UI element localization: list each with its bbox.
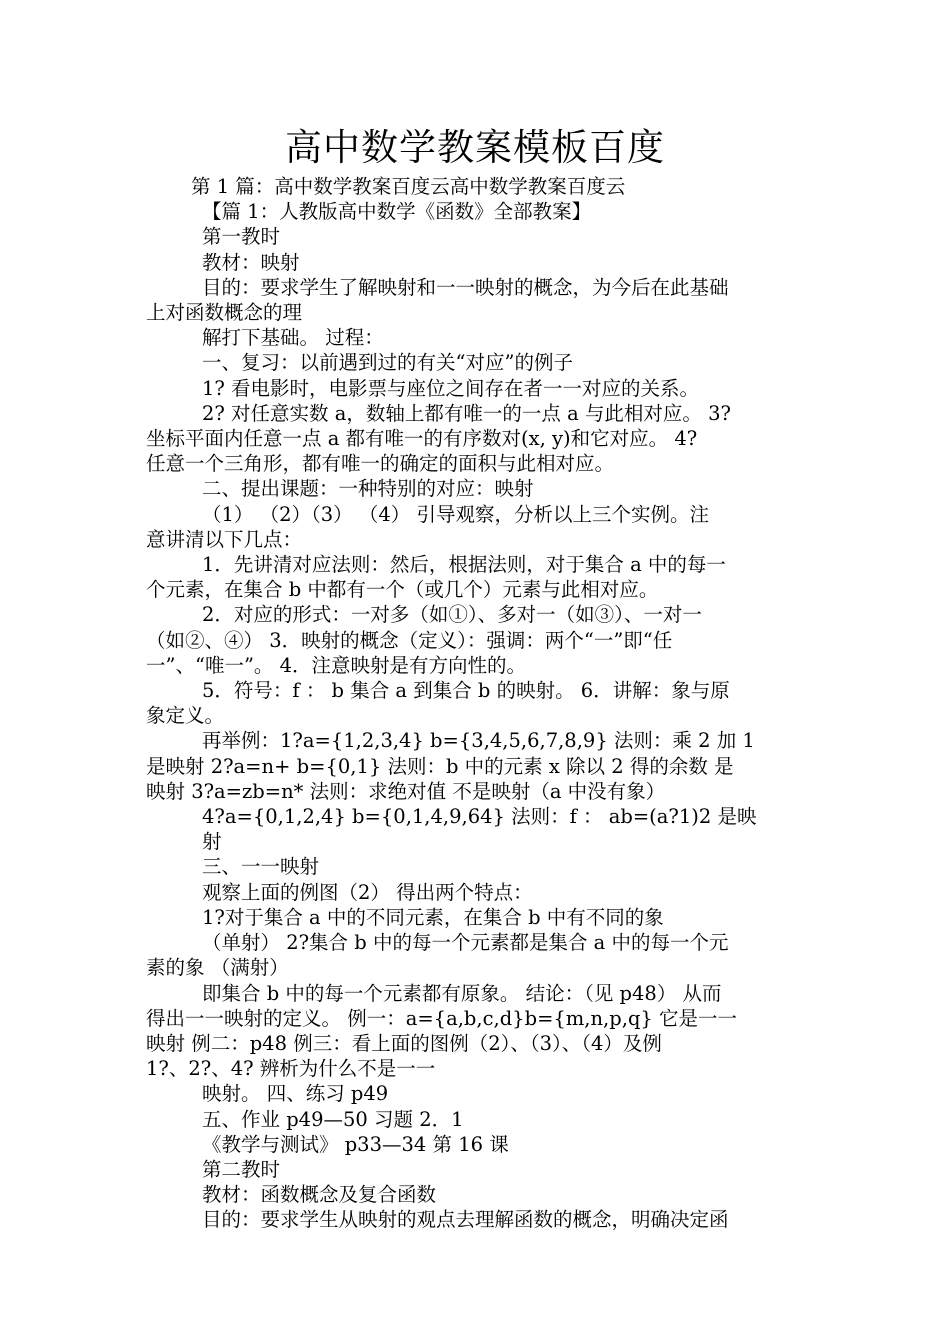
- text-line: 教材：映射: [202, 250, 300, 274]
- text-line: 第一教时: [202, 225, 281, 249]
- text-line: 【篇 1：人教版高中数学《函数》全部教案】: [202, 200, 592, 224]
- text-line: 五、作业 p49—50 习题 2．1: [202, 1107, 464, 1131]
- document-body: [146, 174, 810, 1233]
- text-line: 解打下基础。 过程：: [202, 326, 384, 350]
- text-line: 映射 3?a=zb=n* 法则：求绝对值 不是映射（a 中没有象）: [146, 779, 666, 803]
- text-line: 目的：要求学生从映射的观点去理解函数的概念，明确决定函: [202, 1208, 729, 1232]
- text-line: 1? 看电影时，电影票与座位之间存在者一一对应的关系。: [202, 376, 700, 400]
- text-line: 5．符号：f ： b 集合 a 到集合 b 的映射。 6．讲解：象与原: [202, 679, 730, 703]
- text-line: 意讲清以下几点：: [146, 527, 303, 551]
- text-line: 再举例：1?a={1,2,3,4} b={3,4,5,6,7,8,9} 法则：乘 2 加 1: [202, 729, 755, 753]
- text-line: 第 1 篇：高中数学教案百度云高中数学教案百度云: [191, 175, 626, 198]
- text-line: 即集合 b 中的每一个元素都有原象。 结论：（见 p48） 从而: [202, 981, 722, 1005]
- text-line: 目的：要求学生了解映射和一一映射的概念，为今后在此基础: [202, 275, 729, 299]
- text-line: 2? 对任意实数 a，数轴上都有唯一的一点 a 与此相对应。 3?: [202, 401, 731, 425]
- text-line: 是映射 2?a=n+ b={0,1} 法则：b 中的元素 x 除以 2 得的余数 是: [146, 754, 734, 778]
- text-line: 1?、2?、4? 辨析为什么不是一一: [146, 1057, 436, 1081]
- text-line: 1．先讲清对应法则：然后，根据法则，对于集合 a 中的每一: [202, 553, 726, 577]
- text-line: 任意一个三角形，都有唯一的确定的面积与此相对应。: [146, 452, 615, 476]
- text-line: 教材：函数概念及复合函数: [202, 1183, 437, 1207]
- text-line: 一、复习：以前遇到过的有关“对应”的例子: [202, 351, 573, 375]
- text-line: 观察上面的例图（2） 得出两个特点：: [202, 880, 533, 904]
- text-line: 射: [202, 830, 222, 854]
- text-line: 映射 例二：p48 例三：看上面的图例（2）、（3）、（4）及例: [146, 1031, 662, 1055]
- document-title: 高中数学教案模板百度: [285, 126, 665, 169]
- text-line: 素的象 （满射）: [146, 956, 289, 980]
- text-line: 一”、“唯一”。 4．注意映射是有方向性的。: [146, 653, 527, 677]
- text-line: 上对函数概念的理: [146, 301, 303, 325]
- text-line: 得出一一映射的定义。 例一：a={a,b,c,d}b={m,n,p,q} 它是一一: [146, 1006, 738, 1030]
- text-line: 个元素，在集合 b 中都有一个（或几个）元素与此相对应。: [146, 578, 659, 602]
- text-line: 第二教时: [202, 1157, 281, 1181]
- text-line: 2．对应的形式：一对多（如①）、多对一（如③）、一对一: [202, 603, 702, 627]
- text-line: （单射） 2?集合 b 中的每一个元素都是集合 a 中的每一个元: [202, 931, 729, 955]
- text-line: 《教学与测试》 p33—34 第 16 课: [202, 1132, 509, 1156]
- text-line: 4?a={0,1,2,4} b={0,1,4,9,64} 法则：f ： ab=(a?1)2 是映: [202, 805, 757, 829]
- text-line: （如②、④） 3．映射的概念（定义）：强调：两个“一”即“任: [146, 628, 673, 652]
- text-line: 坐标平面内任意一点 a 都有唯一的有序数对(x, y)和它对应。 4?: [146, 427, 698, 451]
- text-line: （1） （2）（3） （4） 引导观察，分析以上三个实例。注: [202, 502, 709, 526]
- text-line: 象定义。: [146, 704, 225, 728]
- text-line: 映射。 四、练习 p49: [202, 1082, 389, 1106]
- text-line: 二、提出课题：一种特别的对应：映射: [202, 477, 534, 501]
- text-line: 1?对于集合 a 中的不同元素，在集合 b 中有不同的象: [202, 905, 664, 929]
- text-line: 三、一一映射: [202, 855, 320, 879]
